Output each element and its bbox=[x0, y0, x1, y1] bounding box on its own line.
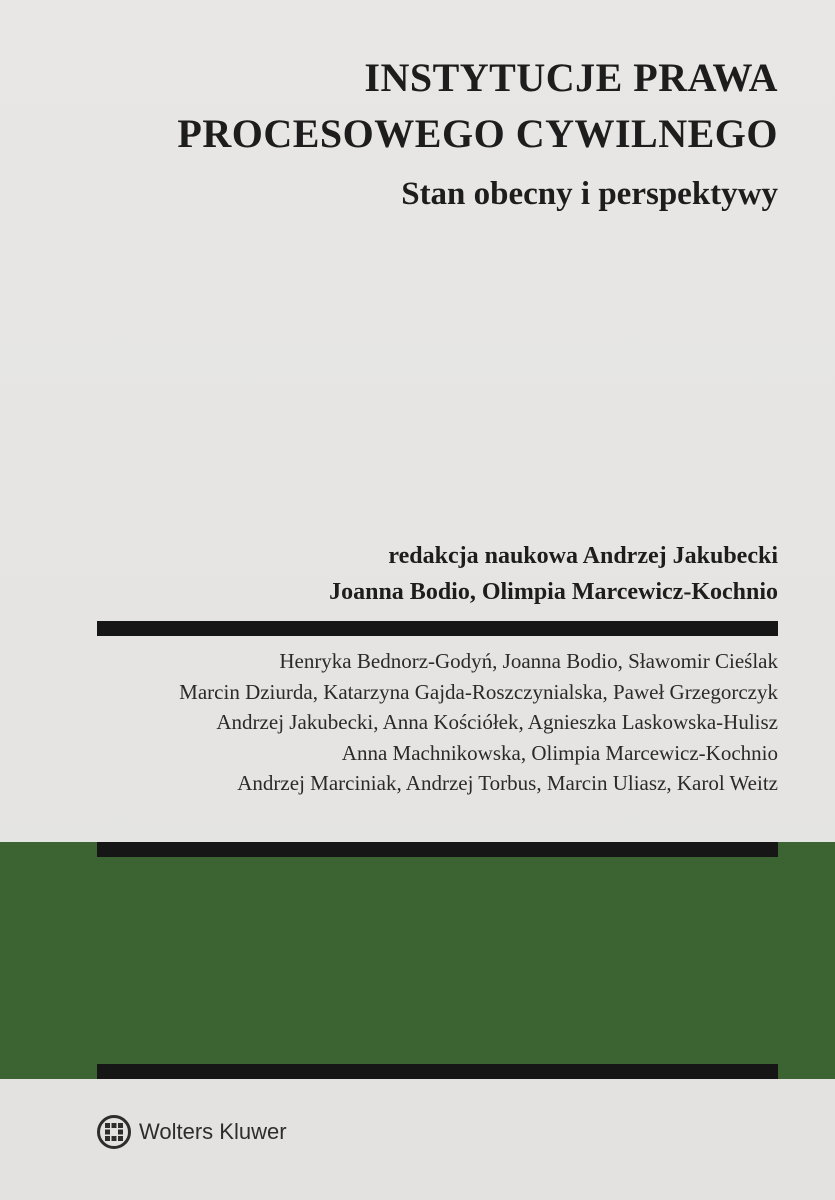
author-line: Marcin Dziurda, Katarzyna Gajda-Roszczynialska, Paweł Grzegorczyk bbox=[179, 679, 778, 704]
author-line: Anna Machnikowska, Olimpia Marcewicz-Kochnio bbox=[341, 740, 778, 765]
divider-bar-top bbox=[97, 621, 778, 636]
wolters-kluwer-logo-icon bbox=[97, 1115, 131, 1149]
title-block bbox=[78, 50, 778, 214]
editors-line-1: redakcja naukowa Andrzej Jakubecki bbox=[388, 543, 778, 569]
green-band bbox=[0, 842, 835, 1079]
divider-bar-green-bottom bbox=[97, 1064, 778, 1079]
divider-bar-green-top bbox=[97, 842, 778, 857]
book-subtitle: Stan obecny i perspektywy bbox=[401, 176, 778, 212]
book-title-line-2: PROCESOWEGO CYWILNEGO bbox=[177, 111, 778, 156]
editors-line-2: Joanna Bodio, Olimpia Marcewicz-Kochnio bbox=[329, 579, 778, 605]
publisher-name: Wolters Kluwer bbox=[139, 1119, 287, 1144]
book-title-line-1: INSTYTUCJE PRAWA bbox=[364, 55, 778, 100]
authors-list bbox=[58, 646, 778, 799]
author-line: Andrzej Marciniak, Andrzej Torbus, Marcin Uliasz, Karol Weitz bbox=[237, 771, 778, 795]
author-line: Henryka Bednorz-Godyń, Joanna Bodio, Sławomir Cieślak bbox=[279, 649, 778, 673]
editors-block bbox=[78, 538, 778, 610]
publisher-block bbox=[97, 1114, 287, 1150]
author-line: Andrzej Jakubecki, Anna Kościółek, Agnieszka Laskowska-Hulisz bbox=[216, 710, 778, 734]
